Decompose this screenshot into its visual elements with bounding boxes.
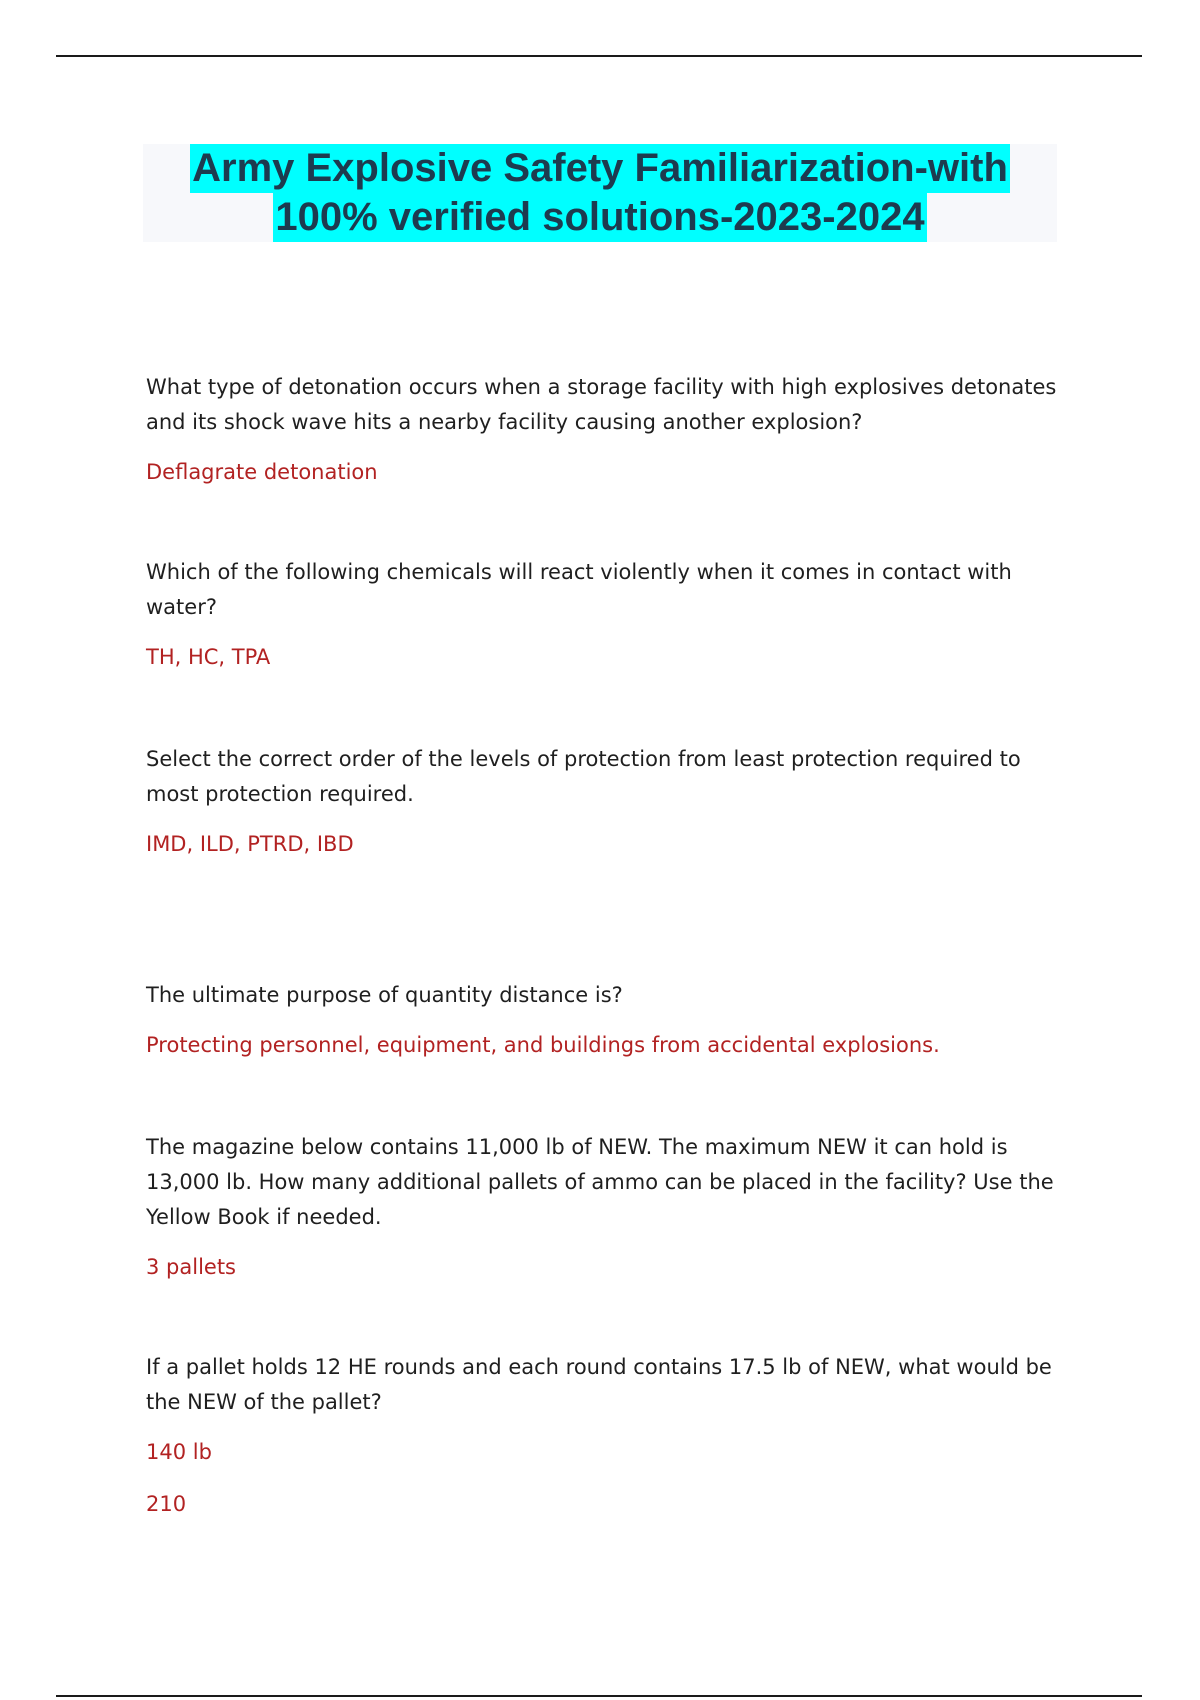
answer-text: TH, HC, TPA: [146, 645, 271, 669]
top-rule: [56, 55, 1142, 57]
answer-text: 210: [146, 1492, 187, 1516]
question-text: Which of the following chemicals will react violently when it comes in contact with water?: [146, 560, 1012, 619]
qa-item: [146, 370, 1066, 490]
qa-item: [146, 1350, 1066, 1522]
document-title: [143, 144, 1057, 242]
qa-item: [146, 555, 1066, 675]
qa-item: [146, 742, 1066, 862]
question-text: Select the correct order of the levels of protection from least protection required to most protection required.: [146, 747, 1021, 806]
answer-text: 140 lb: [146, 1440, 212, 1464]
qa-item: [146, 1130, 1066, 1285]
title-line-2: 100% verified solutions-2023-2024: [273, 193, 926, 242]
question-text: If a pallet holds 12 HE rounds and each round contains 17.5 lb of NEW, what would be the NEW of the pallet?: [146, 1355, 1052, 1414]
answer-text: Protecting personnel, equipment, and buildings from accidental explosions.: [146, 1033, 940, 1057]
question-text: What type of detonation occurs when a storage facility with high explosives detonates and its shock wave hits a nearby facility causing another explosion?: [146, 375, 1057, 434]
bottom-rule: [56, 1695, 1142, 1697]
answer-text: Deflagrate detonation: [146, 460, 378, 484]
question-text: The ultimate purpose of quantity distance is?: [146, 983, 623, 1007]
answer-text: IMD, ILD, PTRD, IBD: [146, 832, 354, 856]
question-text: The magazine below contains 11,000 lb of NEW. The maximum NEW it can hold is 13,000 lb. How many additional pallets of ammo can be placed in the facility? Use the Yellow Book if needed.: [146, 1135, 1054, 1229]
title-line-1: Army Explosive Safety Familiarization-with: [190, 144, 1010, 193]
answer-text: 3 pallets: [146, 1255, 236, 1279]
qa-item: [146, 978, 1066, 1063]
